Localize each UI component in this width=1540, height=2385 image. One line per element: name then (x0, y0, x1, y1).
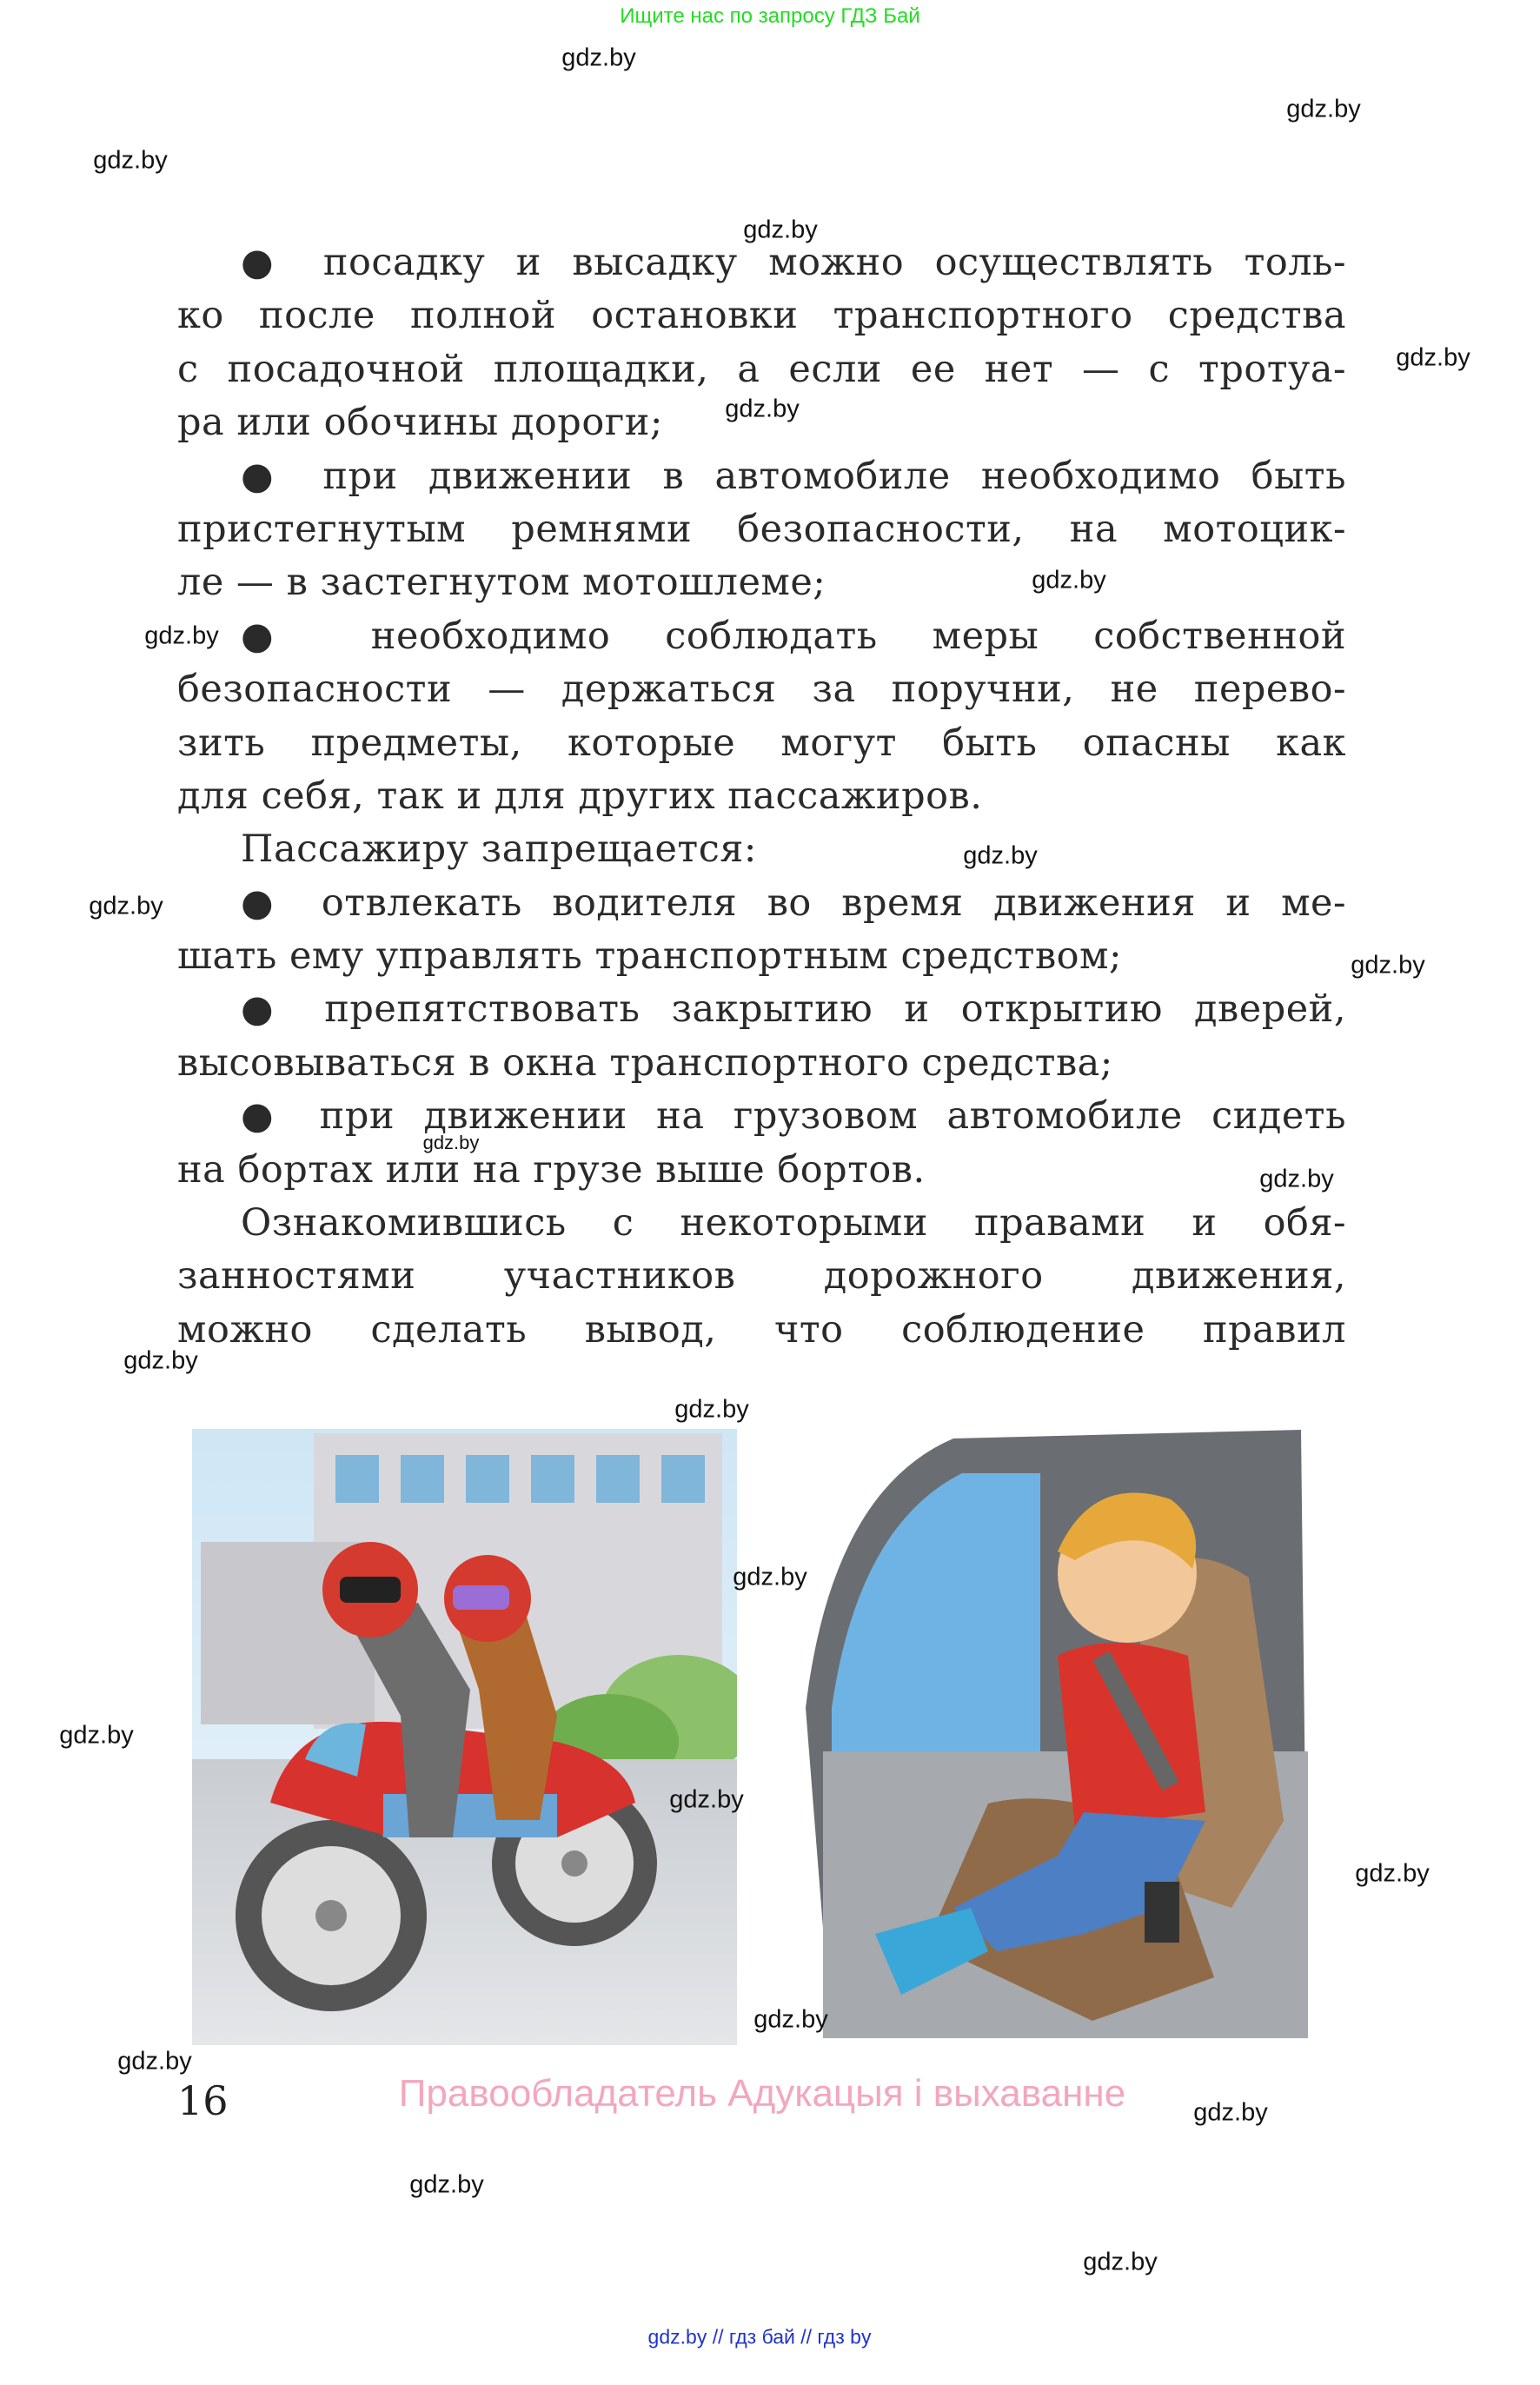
watermark: gdz.by (963, 841, 1038, 870)
watermark: gdz.by (1351, 951, 1425, 980)
watermark: gdz.by (123, 1346, 198, 1375)
text-line: ле — в застегнутом мотошлеме; (177, 561, 826, 605)
watermark: gdz.by (1032, 566, 1106, 595)
watermark: gdz.by (93, 146, 168, 175)
text-line: шать ему управлять транспортным средством; (177, 934, 1122, 979)
watermark: gdz.by (674, 1395, 749, 1424)
watermark: gdz.by (409, 2170, 484, 2199)
text-line: Пассажиру запрещается: (241, 827, 757, 872)
text-line: можно сделать вывод, что соблюдение правил (177, 1307, 1346, 1352)
copyright-notice: Правообладатель Адукацыя і выхаванне (398, 2072, 1126, 2115)
watermark: gdz.by (561, 43, 636, 72)
text-line: ● посадку и высадку можно осуществлять толь- (241, 241, 1346, 284)
watermark: gdz.by (725, 395, 800, 423)
text-line: Ознакомившись с некоторыми правами и обя- (241, 1201, 1346, 1246)
watermark: gdz.by (753, 2005, 828, 2034)
text-line: ● необходимо соблюдать меры собственной (241, 614, 1346, 658)
footer-links[interactable]: gdz.by // гдз бай // гдз by (647, 2325, 872, 2348)
watermark: gdz.by (1193, 2098, 1268, 2127)
watermark: gdz.by (422, 1132, 480, 1153)
watermark: gdz.by (59, 1721, 134, 1750)
watermark: gdz.by (743, 216, 818, 244)
text-line: ● при движении в автомобиле необходимо быть (241, 454, 1346, 498)
watermark: gdz.by (144, 621, 219, 650)
search-banner[interactable]: Ищите нас по запросу ГДЗ Бай (620, 4, 920, 28)
text-line: ● препятствовать закрытию и открытию дверей, (241, 987, 1346, 1032)
text-line: с посадочной площадки, а если ее нет — с тротуа- (177, 347, 1346, 391)
watermark: gdz.by (89, 892, 163, 920)
watermark: gdz.by (117, 2047, 192, 2076)
watermark: gdz.by (1259, 1165, 1334, 1193)
watermark: gdz.by (733, 1563, 807, 1591)
text-line: пристегнутым ремнями безопасности, на мотоцик- (177, 507, 1346, 551)
text-line: ра или обочины дороги; (177, 401, 663, 445)
text-line: занностями участников дорожного движения, (177, 1254, 1346, 1299)
motorcycle-passengers-illustration (192, 1429, 737, 2045)
watermark: gdz.by (1286, 95, 1361, 123)
text-line: зить предметы, которые могут быть опасны как (177, 721, 1346, 765)
watermark: gdz.by (669, 1785, 744, 1814)
text-line: для себя, так и для других пассажиров. (177, 774, 983, 818)
child-in-car-seat-illustration (797, 1421, 1308, 2038)
text-line: ко после полной остановки транспортного средства (177, 294, 1346, 338)
text-line: ● отвлекать водителя во время движения и ме- (241, 880, 1346, 925)
watermark: gdz.by (1083, 2248, 1158, 2276)
watermark: gdz.by (1396, 343, 1470, 372)
page-number: 16 (177, 2077, 229, 2124)
text-line: высовываться в окна транспортного средства; (177, 1040, 1113, 1085)
text-line: ● при движении на грузовом автомобиле сидеть (241, 1094, 1346, 1139)
text-line: на бортах или на грузе выше бортов. (177, 1147, 926, 1192)
text-line: безопасности — держаться за поручни, не перево- (177, 668, 1346, 712)
watermark: gdz.by (1355, 1859, 1430, 1888)
